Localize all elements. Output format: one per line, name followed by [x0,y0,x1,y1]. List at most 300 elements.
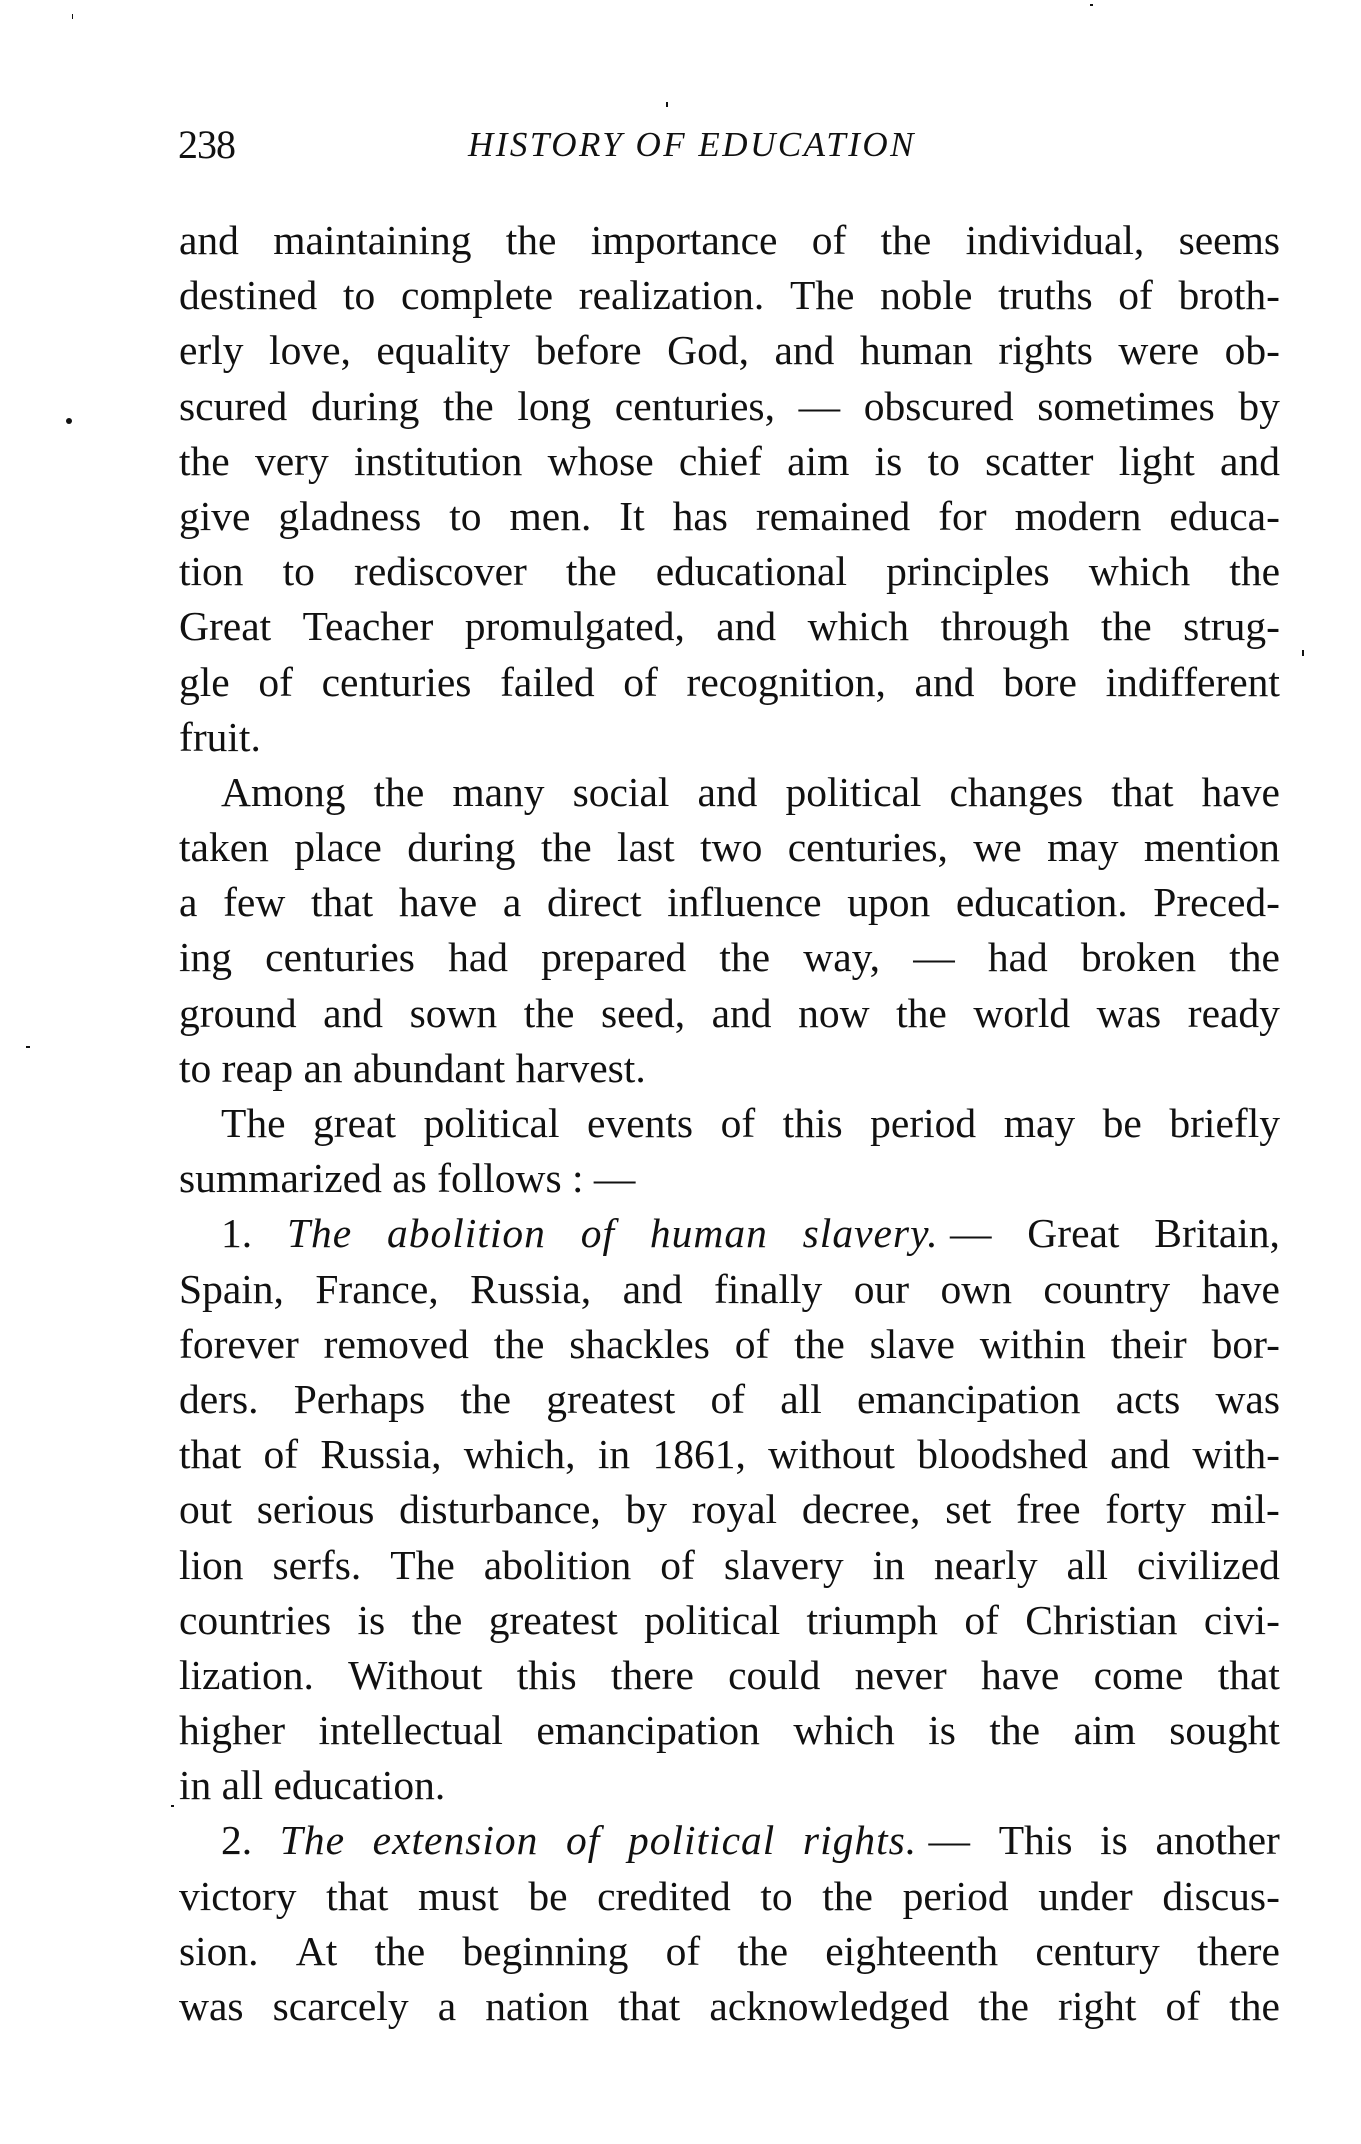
scan-speck [1090,4,1093,6]
text-line: to reap an abundant harvest. [179,1044,646,1091]
word: ing [179,934,233,981]
word: — [913,934,955,981]
word: have [981,1651,1060,1698]
word: period [902,1872,1009,1919]
word: lization. [179,1651,314,1698]
word: broth- [1178,272,1280,319]
word: complete [400,272,554,319]
word: have [1201,1265,1280,1312]
word: seems [1178,217,1280,263]
text-line [179,1263,1280,1318]
word: — [798,382,841,429]
word: now [798,989,870,1036]
word: by [625,1486,668,1533]
word: was [1215,1375,1280,1422]
word: had [987,934,1048,981]
word: by [1238,382,1280,429]
word: Teacher [302,603,434,650]
word: and [716,603,777,650]
scan-speck [72,14,73,19]
word: abolition [387,1210,546,1257]
word: great [313,1100,396,1146]
word: prepared [541,934,687,981]
word: and [1220,437,1280,484]
word: disturbance, [399,1486,601,1533]
word: seed, [600,989,686,1036]
word: influence [667,879,822,926]
word: Among [221,768,346,815]
word: free [1016,1486,1081,1533]
word: their [1110,1320,1187,1367]
word: period [870,1100,977,1146]
word: promulgated, [464,603,685,650]
text-line [179,931,1280,986]
word: political [423,1100,560,1146]
word: in [597,1431,631,1478]
word: aim [787,437,850,484]
word: abolition [483,1541,632,1588]
word: centuries [265,934,415,981]
word: slave [869,1320,955,1367]
text-line [179,1207,1280,1262]
word: ground [179,989,297,1036]
word: under [1038,1872,1133,1919]
word: own [940,1265,1012,1312]
scan-speck [66,418,72,424]
text-line [179,1594,1280,1649]
word: men. [509,492,592,539]
scan-speck [26,1046,30,1048]
text-line [179,876,1280,931]
word: all [780,1375,822,1422]
text-line [179,987,1280,1042]
word: extension [372,1817,539,1864]
word: which [1088,548,1191,595]
word: failed [500,658,595,705]
word: broken [1080,934,1197,981]
word: changes [949,768,1084,815]
word: way, [803,934,881,981]
word: our [853,1265,910,1312]
word: royal [691,1486,778,1533]
word: that [310,879,374,926]
text-line [179,435,1280,490]
word: a [502,879,522,926]
word: triumph [806,1596,938,1643]
word: and [179,217,239,263]
word: few [223,879,286,926]
word: the [1229,548,1280,595]
word: whose [547,437,654,484]
word: there [610,1651,694,1698]
word: lion [179,1541,244,1588]
word: institution [353,437,523,484]
word: acts [1115,1375,1181,1422]
scan-speck [666,102,668,107]
word: destined [179,272,318,319]
word: has [672,492,728,539]
word: may [1003,1100,1076,1146]
word: the [179,437,230,484]
word: which [807,603,910,650]
word: that [1217,1651,1280,1698]
word: the [1100,603,1152,650]
word: discus- [1162,1872,1280,1919]
word: sought [1169,1707,1280,1754]
word: upon [847,879,931,926]
word: educational [655,548,847,595]
word: nearly [933,1541,1038,1588]
word: the [989,1707,1041,1754]
word: Perhaps [293,1375,426,1422]
word: recognition, [686,658,886,705]
running-title: HISTORY OF EDUCATION [468,125,917,164]
word: right [1058,1983,1137,2029]
word: mil- [1210,1486,1280,1533]
word: strug- [1183,603,1280,650]
word: nation [485,1983,589,2029]
word: intellectual [318,1707,503,1754]
word: sown [409,989,498,1036]
word: a [179,879,198,926]
word: shackles [569,1320,710,1367]
word: of [566,1817,601,1864]
word: The [221,1100,286,1146]
word: to [449,492,482,539]
word: mention [1143,824,1280,871]
word: to [282,548,315,595]
word: countries [179,1596,332,1643]
word: bor- [1211,1320,1280,1367]
word: the [794,1320,845,1367]
word: of [623,658,658,705]
word: serfs. [272,1541,362,1588]
word: greatest [546,1375,676,1422]
word: education. [955,879,1128,926]
word: the [523,989,575,1036]
word: maintaining [273,217,472,263]
word: Without [348,1651,483,1698]
word: of [734,1320,770,1367]
word: could [728,1651,821,1698]
word: all [1066,1541,1109,1588]
word: long [517,382,592,429]
scan-speck [171,1805,174,1807]
word: world [973,989,1071,1036]
word: modern [1014,492,1142,539]
word: the [1229,1983,1280,2029]
text-line [179,490,1280,545]
word: set [945,1486,992,1533]
word: direct [547,879,642,926]
word: to [760,1872,793,1919]
word: the [737,1927,789,1974]
word: rights. — [802,1817,972,1864]
word: rediscover [354,548,527,595]
word: rights [998,327,1093,374]
text-line [179,821,1280,876]
word: give [179,492,251,539]
word: the [1229,934,1280,981]
text-line: in all education. [179,1762,446,1809]
word: Christian [1025,1596,1178,1643]
word: gle [179,658,230,705]
word: of [1165,1983,1201,2029]
word: realization. [578,272,765,319]
word: that [326,1872,389,1919]
word: God, [667,327,749,374]
word: have [1201,768,1280,815]
word: Russia, [470,1265,592,1312]
word: human [859,327,973,374]
word: love, [269,327,351,374]
word: Great [1027,1210,1120,1257]
word: through [940,603,1070,650]
text-line [179,1814,1280,1869]
word: another [1155,1817,1280,1864]
word: there [1196,1927,1280,1974]
word: century [1035,1927,1160,1974]
word: that [179,1431,242,1478]
word: and [697,768,758,815]
word: the [896,989,947,1036]
word: emancipation [536,1707,760,1754]
word: which, [463,1431,576,1478]
page-number: 238 [178,122,235,167]
word: for [938,492,987,539]
word: the [374,1927,426,1974]
word: The [286,1210,353,1257]
text-line [179,656,1280,711]
word: and [1110,1431,1171,1478]
word: of [263,1431,299,1478]
word: acknowledged [709,1983,950,2029]
word: never [854,1651,947,1698]
word: we [973,824,1022,871]
word: Britain, [1154,1210,1280,1257]
text-line [179,1097,1280,1152]
word: events [587,1100,694,1146]
word: which [793,1707,895,1754]
word: forty [1105,1486,1186,1533]
word: without [768,1431,895,1478]
word: finally [713,1265,823,1312]
word: the [978,1983,1029,2029]
word: the [540,824,592,871]
text-line [179,600,1280,655]
text-line [179,1483,1280,1538]
word: that [1111,768,1174,815]
word: greatest [488,1596,618,1643]
word: the [880,217,932,263]
word: have [398,879,478,926]
text-line [179,1539,1280,1594]
word: is [874,437,903,484]
word: and [711,989,772,1036]
word: be [1102,1100,1142,1146]
word: the [373,768,425,815]
word: to [343,272,376,319]
word: taken [179,824,269,871]
word: bore [1003,658,1077,705]
text-line [179,214,1280,269]
word: emancipation [856,1375,1081,1422]
word: This [998,1817,1073,1864]
word: removed [323,1320,469,1367]
word: importance [590,217,778,263]
word: It [619,492,645,539]
word: eighteenth [825,1927,999,1974]
word: to [927,437,960,484]
word: centuries [321,658,472,705]
word: the [719,934,771,981]
word: scatter [985,437,1094,484]
word: obscured [863,382,1014,429]
word: last [617,824,675,871]
word: many [452,768,545,815]
body-text [179,214,1280,2035]
text-line [179,380,1280,435]
text-line: summarized as follows : — [179,1155,636,1202]
word: within [979,1320,1086,1367]
word: may [1047,824,1119,871]
word: gladness [278,492,422,539]
word: centuries, [787,824,948,871]
word: bloodshed [917,1431,1088,1478]
word: France, [315,1265,439,1312]
text-line [179,766,1280,821]
word: of [710,1375,746,1422]
word: is [1100,1817,1128,1864]
word: credited [597,1872,731,1919]
word: light [1118,437,1195,484]
word: 2. [221,1817,253,1864]
word: this [516,1651,577,1698]
word: the [411,1596,463,1643]
word: scured [179,382,288,429]
word: was [1096,989,1162,1036]
word: the [493,1320,545,1367]
word: of [964,1596,999,1643]
word: is [357,1596,386,1643]
word: Spain, [179,1265,284,1312]
word: very [254,437,329,484]
word: aim [1073,1707,1136,1754]
word: civi- [1203,1596,1280,1643]
word: The [390,1541,455,1588]
word: sometimes [1037,382,1215,429]
word: that [618,1983,681,2029]
word: the [505,217,557,263]
text-line [179,1649,1280,1704]
word: were [1118,327,1200,374]
word: social [572,768,670,815]
word: slavery [723,1541,844,1588]
text-line [179,269,1280,324]
word: tion [179,548,244,595]
word: place [294,824,382,871]
word: ready [1187,989,1280,1036]
word: had [448,934,508,981]
word: of [811,217,847,263]
word: two [700,824,763,871]
word: is [928,1707,956,1754]
word: of [660,1541,695,1588]
word: Russia, [320,1431,442,1478]
word: educa- [1169,492,1280,539]
word: noble [880,272,973,319]
word: and [622,1265,683,1312]
word: principles [886,548,1050,595]
word: must [418,1872,499,1919]
word: before [535,327,642,374]
word: The [789,272,855,319]
word: political [627,1817,776,1864]
word: be [528,1872,568,1919]
word: political [785,768,922,815]
word: beginning [462,1927,629,1974]
word: higher [179,1707,286,1754]
word: equality [376,327,511,374]
word: the [822,1872,873,1919]
word: the [442,382,494,429]
word: Preced- [1153,879,1280,926]
word: erly [179,327,244,374]
word: The [279,1817,346,1864]
word: forever [179,1320,299,1367]
word: individual, [965,217,1145,263]
word: of [665,1927,701,1974]
word: truths [998,272,1093,319]
text-line [179,1373,1280,1428]
word: scarcely [272,1983,409,2029]
word: ders. [179,1375,259,1422]
word: of [258,658,293,705]
word: and [914,658,975,705]
word: the [460,1375,512,1422]
word: this [782,1100,843,1146]
word: and [774,327,835,374]
word: indifferent [1105,658,1280,705]
word: was [179,1983,244,2029]
word: a [437,1983,457,2029]
word: briefly [1169,1100,1280,1146]
word: remained [755,492,911,539]
word: come [1093,1651,1184,1698]
text-line [179,1980,1280,2035]
word: At [295,1927,338,1974]
word: serious [256,1486,375,1533]
word: during [407,824,516,871]
word: civilized [1137,1541,1280,1588]
word: centuries, [614,382,775,429]
text-line [179,1428,1280,1483]
word: ob- [1224,327,1280,374]
word: of [580,1210,616,1257]
text-line [179,324,1280,379]
word: sion. [179,1927,259,1974]
word: slavery. — [802,1210,993,1257]
word: of [1118,272,1153,319]
word: 1861, [652,1431,746,1478]
word: out [179,1486,233,1533]
word: 1. [221,1210,253,1257]
text-line [179,1925,1280,1980]
running-head [178,120,1278,170]
word: chief [678,437,762,484]
word: in [872,1541,905,1588]
text-line [179,1704,1280,1759]
